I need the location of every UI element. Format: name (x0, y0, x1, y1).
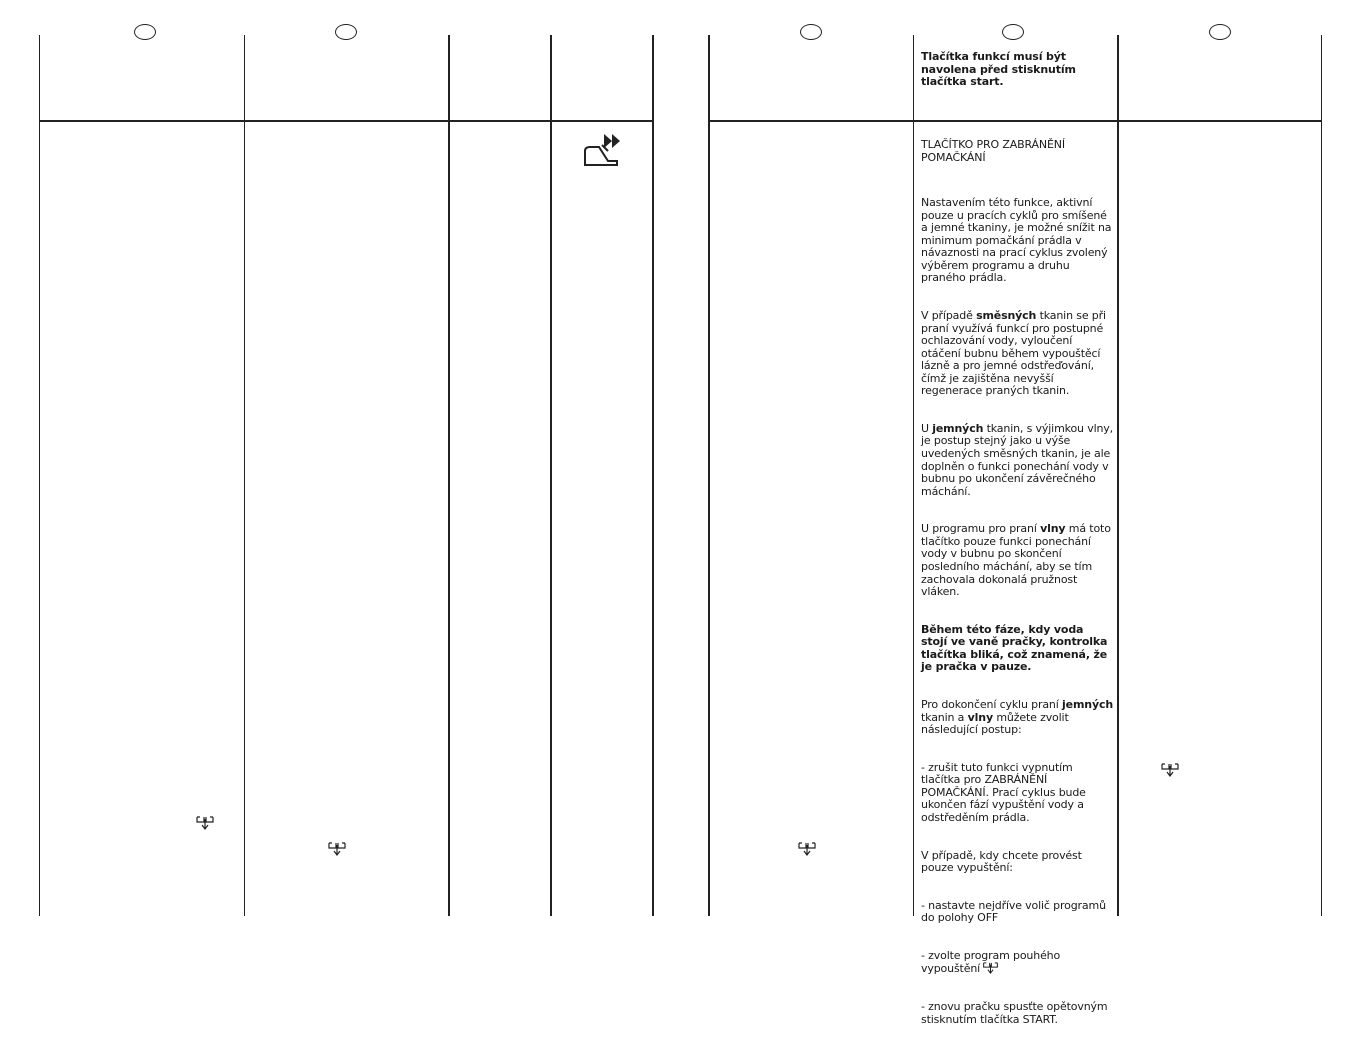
oval-icon (134, 24, 156, 40)
column-divider (1321, 35, 1322, 916)
instruction-body (921, 172, 1117, 1039)
paragraph: V případě, kdy chcete provést pouze vypuštění: (921, 848, 1086, 875)
header-separator-right (708, 120, 1322, 122)
drain-icon (798, 842, 816, 856)
column-divider (652, 35, 654, 916)
oval-icon (1002, 24, 1024, 40)
column-divider (1117, 35, 1119, 916)
column-divider (244, 35, 245, 916)
section-title: TLAČÍTKO PRO ZABRÁNĚNÍ POMAČKÁNÍ (921, 138, 1069, 164)
column-divider (550, 35, 552, 916)
drain-icon (196, 816, 214, 830)
iron-fast-forward-icon (582, 132, 624, 168)
paragraph: Pro dokončení cyklu praní jemných tkanin a vlny můžete zvolit následující postup: (921, 697, 1117, 737)
header-separator-left (39, 120, 653, 122)
drain-icon (328, 842, 346, 856)
column-divider (708, 35, 710, 916)
paragraph: U programu pro praní vlny má toto tlačítko pouze funkci ponechání vody v bubnu po skončení posledního máchání, aby se tím zachovala dokonalá pružnost vláken. (921, 522, 1115, 599)
paragraph: - znovu pračku spusťte opětovným stisknutím tlačítka START. (921, 1000, 1111, 1026)
paragraph: Nastavením této funkce, aktivní pouze u pracích cyklů pro smíšené a jemné tkaniny, je možné snížit na minimum pomačkání prádla v návaznosti na prací cyklus zvolený výběrem programu a druhu praného prádla. (921, 196, 1115, 285)
oval-icon (800, 24, 822, 40)
paragraph: - zrušit tuto funkci vypnutím tlačítka pro ZABRÁNĚNÍ POMAČKÁNÍ. Prací cyklus bude ukončen fází vypuštění vody a odstředěním prádla. (921, 760, 1090, 824)
oval-icon (335, 24, 357, 40)
drain-icon (982, 962, 999, 974)
column-divider (913, 35, 914, 916)
paragraph: V případě směsných tkanin se při praní využívá funkcí pro postupné ochlazování vody, vyloučení otáčení bubnu během vypouštěcí lázně a pro jemné odstřeďování, čímž je zajištěna nevyšší regenerace praných tkanin. (921, 309, 1110, 398)
column-divider (448, 35, 450, 916)
drain-icon (1161, 763, 1179, 777)
header-note: Tlačítka funkcí musí být navolena před stisknutím tlačítka start. (921, 50, 1080, 89)
paragraph: - nastavte nejdříve volič programů do polohy OFF (921, 898, 1110, 925)
paragraph: U jemných tkanin, s výjimkou vlny, je postup stejný jako u výše uvedených směsných tkanin, je ale doplněn o funkci ponechání vody v bubnu po ukončení závěrečného máchání. (921, 421, 1117, 498)
oval-icon (1209, 24, 1231, 40)
paragraph-warning: Během této fáze, kdy voda stojí ve vaně pračky, kontrolka tlačítka bliká, což znamená, že je pračka v pauze. (921, 622, 1111, 674)
paragraph: - zvolte program pouhého vypouštění (921, 948, 1064, 976)
column-divider (39, 35, 40, 916)
